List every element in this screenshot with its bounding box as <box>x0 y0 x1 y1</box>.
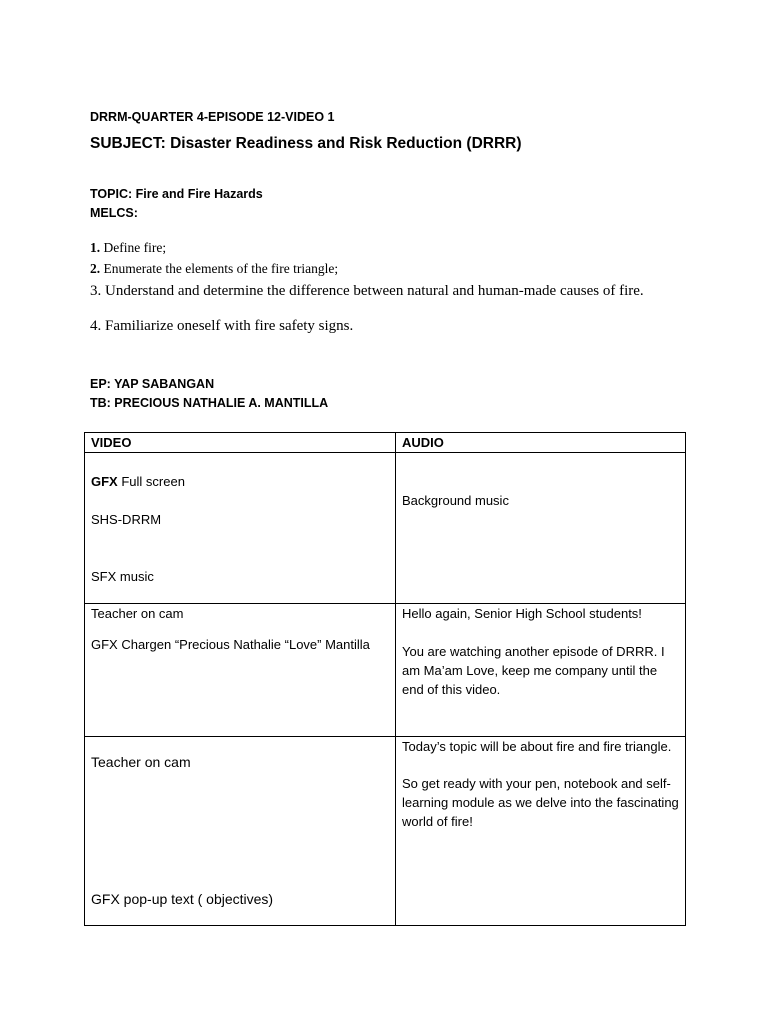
audio-cell <box>396 737 686 926</box>
melcs-label: MELCS: <box>90 206 138 220</box>
video-line: SFX music <box>91 569 154 584</box>
video-cell <box>85 737 396 926</box>
video-line: Teacher on cam <box>91 606 184 621</box>
video-column-header: VIDEO <box>85 433 396 453</box>
video-line: GFX Chargen “Precious Nathalie “Love” Mantilla <box>91 637 370 652</box>
audio-line: So get ready with your pen, notebook and self-learning module as we delve into the fascinating world of fire! <box>402 776 679 829</box>
objective-text: Enumerate the elements of the fire triangle; <box>100 261 339 276</box>
topic-line: TOPIC: Fire and Fire Hazards <box>90 187 263 201</box>
audio-line: Today’s topic will be about fire and fire triangle. <box>402 739 672 754</box>
audio-line: You are watching another episode of DRRR. I am Ma’am Love, keep me company until the end of this video. <box>402 644 665 697</box>
audio-cell <box>396 453 686 604</box>
objective-item: 3. Understand and determine the difference between natural and human-made causes of fire. <box>90 283 644 299</box>
video-line: SHS-DRRM <box>91 512 162 527</box>
table-row <box>85 453 686 604</box>
audio-cell <box>396 604 686 737</box>
ep-credit: EP: YAP SABANGAN <box>90 377 215 391</box>
table-row <box>85 737 686 926</box>
tb-credit: TB: PRECIOUS NATHALIE A. MANTILLA <box>90 396 329 410</box>
video-cell <box>85 453 396 604</box>
video-line <box>91 472 389 491</box>
script-table <box>84 432 686 926</box>
video-line: GFX pop-up text ( objectives) <box>91 891 274 907</box>
objective-number: 1. <box>90 240 101 255</box>
audio-line: Hello again, Senior High School students! <box>402 606 642 621</box>
subject-title: SUBJECT: Disaster Readiness and Risk Reduction (DRRR) <box>90 135 522 152</box>
audio-line: Background music <box>402 493 509 508</box>
video-line-text: Full screen <box>117 474 185 489</box>
table-header-row <box>85 433 686 453</box>
objective-item <box>90 240 166 256</box>
gfx-label: GFX <box>91 474 118 489</box>
episode-header: DRRM-QUARTER 4-EPISODE 12-VIDEO 1 <box>90 110 335 124</box>
table-row <box>85 604 686 737</box>
objective-item <box>90 261 338 277</box>
objective-number: 2. <box>90 261 101 276</box>
audio-column-header: AUDIO <box>396 433 686 453</box>
video-line: Teacher on cam <box>91 754 191 770</box>
objective-item: 4. Familiarize oneself with fire safety signs. <box>90 318 354 334</box>
video-cell <box>85 604 396 737</box>
objective-text: Define fire; <box>100 240 167 255</box>
